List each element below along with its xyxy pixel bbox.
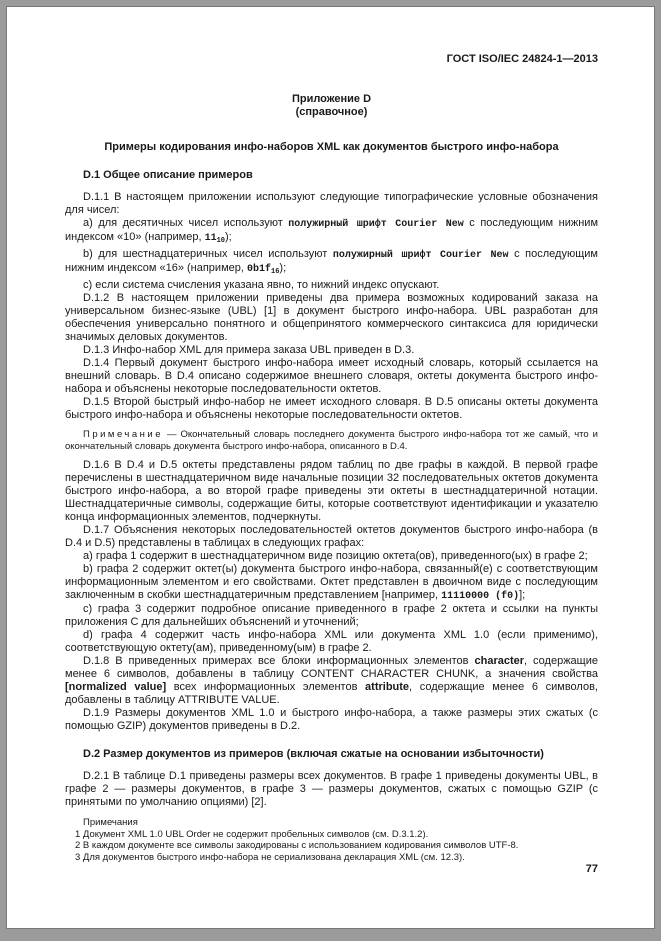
paragraph: c) графа 3 содержит подробное описание приведенного в графе 2 октета и ссылки на пункты приложения C для дальнейших объяснений и уточнений;	[65, 603, 598, 628]
notes-header: Примечания	[83, 817, 138, 828]
note-item: 1 Документ XML 1.0 UBL Order не содержит пробельных символов (см. D.3.1.2).	[75, 828, 429, 840]
document-header: ГОСТ ISO/IEC 24824-1—2013	[446, 53, 598, 65]
paragraph: D.1.1 В настоящем приложении используют следующие типографические условные обозначения для чисел:	[65, 191, 598, 216]
paragraph: D.1.3 Инфо-набор XML для примера заказа UBL приведен в D.3.	[83, 344, 415, 356]
paragraph: b) для шестнадцатеричных чисел используют полужирный шрифт Courier New с последующим нижним индексом «16» (например, 0b1f16);	[65, 248, 598, 276]
paragraph: D.1.5 Второй быстрый инфо-набор не имеет исходного словаря. В D.5 описаны октеты документа быстрого инфо-набора и объяснены некоторые последовательности октетов.	[65, 396, 598, 421]
paragraph: D.1.8 В приведенных примерах все блоки информационных элементов character, содержащие менее 6 символов, добавлены в таблицу CONTENT CHARACTER CHUNK, а значения свойства [normalized value] всех информационных элементов attribute, содержащие менее 6 символов, добавлены в таблицу ATTRIBUTE VALUE.	[65, 655, 598, 706]
page-number: 77	[585, 863, 598, 875]
paragraph: d) графа 4 содержит часть инфо-набора XML или документа XML 1.0 (если применимо), соответствующую октету(ам), приведенному(ым) в графе 2.	[65, 629, 598, 654]
paragraph: D.1.7 Объяснения некоторых последовательностей октетов документов быстрого инфо-набора (в D.4 и D.5) представлены в таблицах в следующих графах:	[65, 524, 598, 549]
paragraph: D.1.2 В настоящем приложении приведены два примера возможных кодирований заказа на универсальном бизнес-языке (UBL) [1] в документ быстрого инфо-набора. UBL разработан для обеспечения универсально понятного и общепринятого коммерческого синтаксиса для юридически значимых деловых документов.	[65, 292, 598, 343]
paragraph: D.1.4 Первый документ быстрого инфо-набора имеет исходный словарь, который ссылается на внешний словарь. В D.4 описано содержимое внешнего словаря, октеты документа быстрого инфо-набора и объяснены некоторые последовательности октетов.	[65, 357, 598, 395]
paragraph: a) для десятичных чисел используют полужирный шрифт Courier New с последующим нижним индексом «10» (например, 1110);	[65, 217, 599, 245]
paragraph: b) графа 2 содержит октет(ы) документа быстрого инфо-набора, связанный(е) с соответствующим информационным элементом и его свойствами. Октет представлен в двоичном виде с последующим заключенным в скобки шестнадцатеричным представлением [например, 11110000 (f0)];	[65, 563, 598, 602]
section-heading: D.2 Размер документов из примеров (включая сжатые на основании избыточности)	[83, 748, 544, 760]
paragraph: a) графа 1 содержит в шестнадцатеричном виде позицию октета(ов), приведенного(ых) в графе 2;	[83, 550, 588, 562]
annex-label: Приложение D	[291, 93, 372, 105]
section-heading: D.1 Общее описание примеров	[83, 169, 253, 181]
document-page	[6, 6, 655, 929]
document-body	[65, 169, 598, 863]
paragraph: D.1.6 В D.4 и D.5 октеты представлены рядом таблиц по две графы в каждой. В первой графе перечислены в шестнадцатеричном виде начальные позиции 32 последовательных октетов документа быстрого инфо-набора, а во второй графе приведены эти октеты в шестнадцатеричной нотации. Шестнадцатеричные символы, содержащие биты, которые соответствуют идентификации и указателю конца информационных элементов, подчеркнуты.	[65, 459, 598, 523]
annex-type: (справочное)	[295, 106, 368, 118]
note-item: 3 Для документов быстрого инфо-набора не сериализована декларация XML (см. 12.3).	[75, 851, 465, 863]
paragraph: D.1.9 Размеры документов XML 1.0 и быстрого инфо-набора, а также размеры этих сжатых (с помощью GZIP) документов приведены в D.2.	[65, 707, 598, 732]
paragraph: D.2.1 В таблице D.1 приведены размеры всех документов. В графе 1 приведены документы UBL, в графе 2 — размеры документов, в графе 3 — размеры документов, сжатых с помощью GZIP (с принятыми по умолчанию опциями) [2].	[65, 770, 598, 808]
paragraph: c) если система счисления указана явно, то нижний индекс опускают.	[83, 279, 440, 291]
note-item: 2 В каждом документе все символы закодированы с использованием кодирования символов UTF-8.	[75, 840, 519, 851]
note-paragraph: Примечание — Окончательный словарь последнего документа быстрого инфо-набора тот же самый, что и окончательный словарь документа быстрого инфо-набора, описанного в D.4.	[65, 429, 598, 452]
annex-title: Примеры кодирования инфо-наборов XML как документов быстрого инфо-набора	[104, 141, 559, 153]
